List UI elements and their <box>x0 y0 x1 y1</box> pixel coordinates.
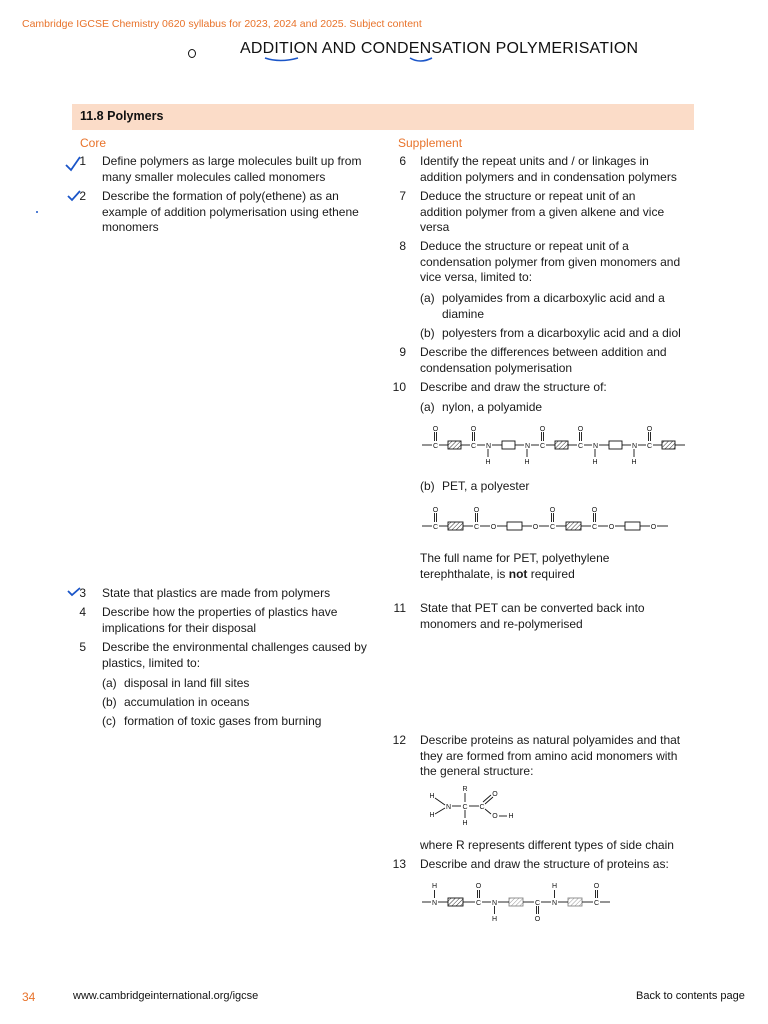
supplement-item-text: vice versa, limited to: <box>420 270 533 284</box>
svg-text:H: H <box>524 459 530 466</box>
supplement-item-text: Describe the differences between addition and <box>420 345 667 359</box>
svg-text:O: O <box>608 524 615 531</box>
supplement-item-number: 9 <box>399 345 406 359</box>
svg-text:C: C <box>475 900 482 907</box>
svg-text:H: H <box>551 883 558 890</box>
supplement-item-text: Describe and draw the structure of proteins as: <box>420 857 669 871</box>
back-to-contents-link[interactable]: Back to contents page <box>636 990 745 1002</box>
svg-text:O: O <box>473 507 480 514</box>
supp10-sub-text: PET, a polyester <box>442 479 530 493</box>
pet-note-line2: terephthalate, is not required <box>420 566 575 581</box>
core-item-number: 4 <box>79 605 86 619</box>
svg-text:N: N <box>491 900 498 907</box>
svg-text:O: O <box>650 524 657 531</box>
supp10-sub-label: (a) <box>420 400 435 414</box>
supplement-item-text: they are formed from amino acid monomers with <box>420 748 678 763</box>
svg-text:N: N <box>592 443 599 450</box>
svg-text:H: H <box>508 813 514 820</box>
svg-text:N: N <box>524 443 531 450</box>
supplement-item-text: addition polymers and in condensation polymers <box>420 169 677 184</box>
supp8-sub-text: diamine <box>442 306 485 321</box>
svg-text:H: H <box>631 459 637 466</box>
svg-text:O: O <box>492 791 498 798</box>
core-item-number: 1 <box>79 154 86 168</box>
supplement-item-text: the general structure: <box>420 764 534 778</box>
supp10-sub-text: nylon, a polyamide <box>442 400 543 414</box>
core-item-number: 2 <box>79 189 86 203</box>
supp8-sub-label: (b) <box>420 326 435 340</box>
svg-text:O: O <box>534 916 541 923</box>
section-band <box>72 104 694 130</box>
protein-structure-diagram <box>418 880 618 926</box>
svg-text:H: H <box>431 883 438 890</box>
core5-sub-label: (b) <box>102 695 117 709</box>
supplement-item-number: 6 <box>399 154 406 168</box>
supplement-item-number: 12 <box>392 733 406 747</box>
supplement-item-number: 11 <box>393 601 406 615</box>
svg-text:O: O <box>432 507 439 514</box>
core-item-text: plastics, limited to: <box>102 655 201 670</box>
page-number: 34 <box>22 990 36 1004</box>
core-item-text: Describe the environmental challenges caused by <box>102 640 367 654</box>
pet-note-line1: The full name for PET, polyethylene <box>420 551 610 565</box>
svg-text:N: N <box>551 900 558 907</box>
core-heading: Core <box>80 136 107 150</box>
svg-text:O: O <box>539 426 546 433</box>
svg-text:C: C <box>577 443 584 450</box>
core-item-text: monomers <box>102 220 159 234</box>
svg-text:O: O <box>475 883 482 890</box>
supplement-item-text: State that PET can be converted back into <box>420 601 645 615</box>
core5-sub-text: accumulation in oceans <box>124 695 250 709</box>
supplement-item-text: condensation polymerisation <box>420 360 573 375</box>
svg-text:C: C <box>591 524 598 531</box>
svg-text:C: C <box>432 524 439 531</box>
supplement-item-text: condensation polymer from given monomers and <box>420 254 681 269</box>
page-header: Cambridge IGCSE Chemistry 0620 syllabus for 2023, 2024 and 2025. Subject content <box>22 18 422 30</box>
supplement-item-number: 13 <box>392 857 406 871</box>
core-item-text: Define polymers as large molecules built up from <box>102 154 362 168</box>
supplement-item-number: 7 <box>399 189 406 203</box>
svg-text:C: C <box>479 804 485 811</box>
core-item-number: 3 <box>79 586 86 600</box>
core5-sub-label: (a) <box>102 676 117 690</box>
supplement-item-text: Deduce the structure or repeat unit of a <box>420 239 629 253</box>
core-item-text: Describe how the properties of plastics have <box>102 605 338 619</box>
svg-text:O: O <box>492 813 498 820</box>
core-item-text: example of addition polymerisation using ethene <box>102 204 359 219</box>
footer-url-link[interactable]: www.cambridgeinternational.org/igcse <box>73 990 259 1002</box>
supp8-sub-text: polyesters from a dicarboxylic acid and a diol <box>442 326 681 340</box>
svg-text:C: C <box>470 443 477 450</box>
svg-text:C: C <box>473 524 480 531</box>
svg-text:C: C <box>534 900 541 907</box>
svg-text:O: O <box>432 426 439 433</box>
svg-text:R: R <box>462 786 468 793</box>
core-item-text: State that plastics are made from polymers <box>102 586 331 600</box>
supplement-item-text: Describe and draw the structure of: <box>420 380 607 394</box>
supp10-sub-label: (b) <box>420 479 435 493</box>
supplement-item-number: 8 <box>399 239 406 253</box>
supplement-item-text: Identify the repeat units and / or linkages in <box>420 154 649 168</box>
svg-text:O: O <box>646 426 653 433</box>
supplement-heading: Supplement <box>398 136 463 150</box>
svg-text:H: H <box>592 459 598 466</box>
svg-text:O: O <box>549 507 556 514</box>
svg-text:N: N <box>485 443 492 450</box>
pet-structure-diagram <box>418 504 678 536</box>
supplement-item-text: Describe proteins as natural polyamides and that <box>420 733 681 747</box>
core-item-text: implications for their disposal <box>102 620 257 635</box>
core5-sub-text: formation of toxic gases from burning <box>124 714 322 728</box>
svg-text:C: C <box>646 443 653 450</box>
svg-text:N: N <box>445 804 452 811</box>
svg-text:O: O <box>577 426 584 433</box>
supplement-item-text: addition polymer from a given alkene and vice <box>420 204 665 219</box>
svg-text:H: H <box>491 916 498 923</box>
svg-text:O: O <box>591 507 598 514</box>
core5-sub-label: (c) <box>102 714 116 728</box>
core5-sub-text: disposal in land fill sites <box>124 676 250 690</box>
svg-text:H: H <box>429 793 435 800</box>
side-chain-note: where R represents different types of side chain <box>420 838 674 852</box>
supplement-item-number: 10 <box>392 380 406 394</box>
handwritten-title: ADDITION AND CONDENSATION POLYMERISATION <box>240 40 639 57</box>
supp8-sub-label: (a) <box>420 291 435 305</box>
svg-text:O: O <box>593 883 600 890</box>
svg-text:C: C <box>462 804 468 811</box>
svg-text:H: H <box>485 459 491 466</box>
svg-text:N: N <box>431 900 438 907</box>
svg-text:H: H <box>429 812 435 819</box>
svg-text:H: H <box>462 820 468 827</box>
svg-text:C: C <box>539 443 546 450</box>
core-item-text: Describe the formation of poly(ethene) as an <box>102 189 339 203</box>
svg-text:O: O <box>532 524 539 531</box>
svg-text:C: C <box>549 524 556 531</box>
core-item-number: 5 <box>79 640 86 654</box>
supp8-sub-text: polyamides from a dicarboxylic acid and a <box>442 291 665 305</box>
supplement-item-text: monomers and re-polymerised <box>420 616 583 631</box>
core-item-text: many smaller molecules called monomers <box>102 169 326 184</box>
svg-text:N: N <box>631 443 638 450</box>
supplement-item-text: Deduce the structure or repeat unit of an <box>420 189 636 203</box>
svg-text:C: C <box>593 900 600 907</box>
svg-text:C: C <box>432 443 439 450</box>
supplement-item-text: versa <box>420 220 450 234</box>
nylon-structure-diagram <box>418 424 693 468</box>
amino-acid-structure-diagram <box>425 784 525 830</box>
svg-text:O: O <box>470 426 477 433</box>
handwritten-circle-mark <box>188 49 196 58</box>
svg-text:O: O <box>490 524 497 531</box>
section-title: 11.8 Polymers <box>80 109 164 123</box>
pet-note <box>420 551 609 582</box>
